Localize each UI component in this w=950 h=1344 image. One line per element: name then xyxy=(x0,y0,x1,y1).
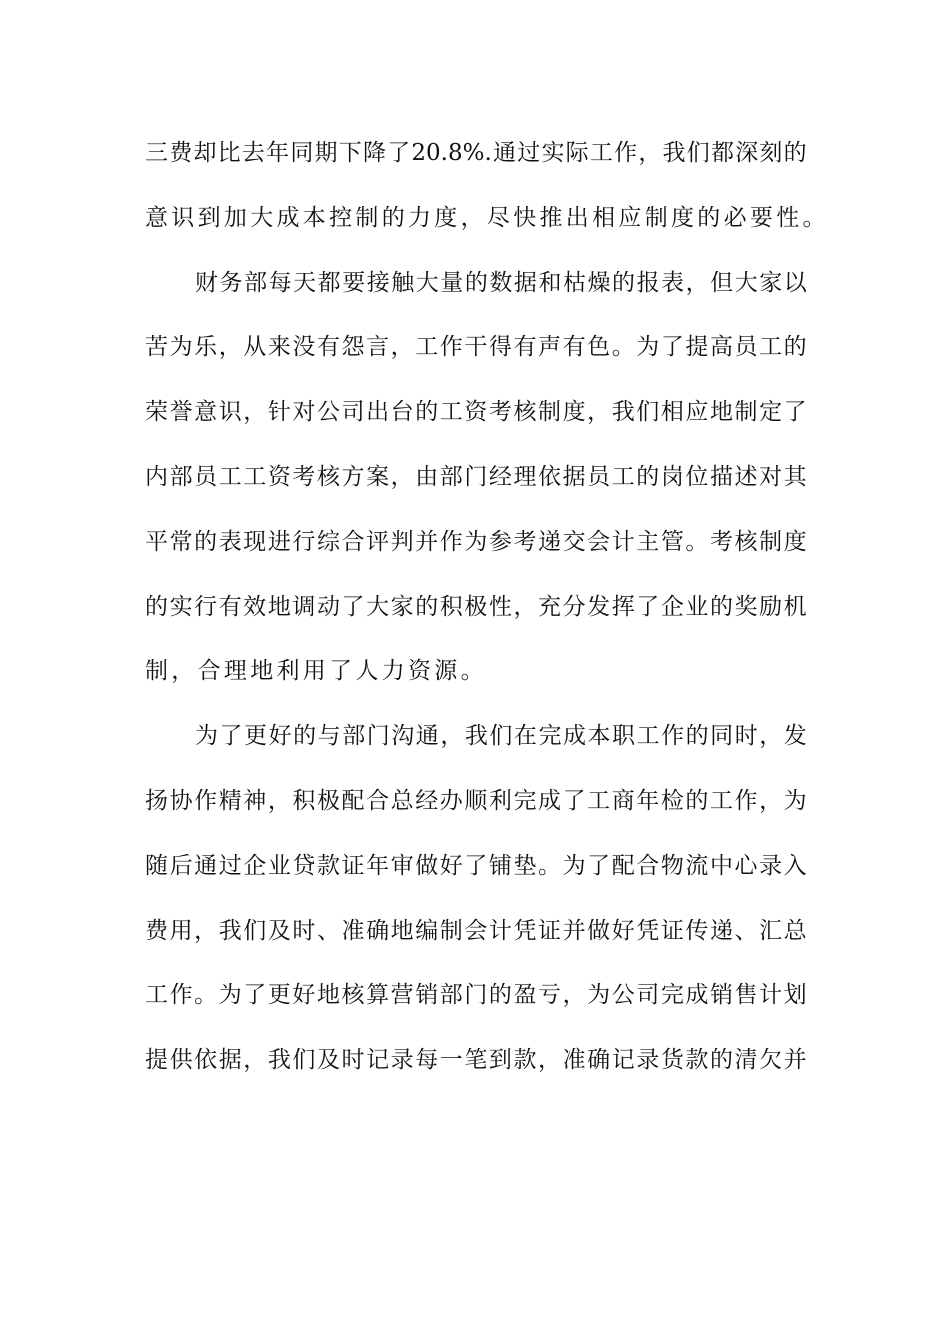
text-line xyxy=(145,648,807,713)
text-line: 工 作 。 为 了 更 好 地 核 算 营 销 部 门 的 盈 亏 ， 为 公 司 完 成 销 售 计 划 xyxy=(145,982,807,1009)
text-line: 扬 协 作 精 神 ， 积 极 配 合 总 经 办 顺 利 完 成 了 工 商 年 检 的 工 作 ， 为 xyxy=(145,787,807,814)
text-line: 财 务 部 每 天 都 要 接 触 大 量 的 数 据 和 枯 燥 的 报 表 ， 但 大 家 以 xyxy=(195,269,807,296)
text-line: 三 费 却 比 去 年 同 期 下 降 了 20.8%. 通 过 实 际 工 作 ， 我 们 都 深 刻 的 xyxy=(145,140,807,166)
text-line xyxy=(145,195,829,260)
body-text xyxy=(145,130,829,1102)
text-line: 提 供 依 据 ， 我 们 及 时 记 录 每 一 笔 到 款 ， 准 确 记 录 货 款 的 清 欠 并 xyxy=(145,1047,807,1074)
line-text: 意识到加大成本控制的力度，尽快推出相应制度的必要性。 xyxy=(145,204,829,231)
text-line: 随 后 通 过 企 业 贷 款 证 年 审 做 好 了 铺 垫 。 为 了 配 合 物 流 中 心 录 入 xyxy=(145,852,807,879)
text-line: 的 实 行 有 效 地 调 动 了 大 家 的 积 极 性 ， 充 分 发 挥 了 企 业 的 奖 励 机 xyxy=(145,593,807,620)
text-line: 费 用 ， 我 们 及 时 、 准 确 地 编 制 会 计 凭 证 并 做 好 凭 证 传 递 、 汇 总 xyxy=(145,917,807,944)
text-line: 内 部 员 工 工 资 考 核 方 案 ， 由 部 门 经 理 依 据 员 工 的 岗 位 描 述 对 其 xyxy=(145,463,807,490)
text-line: 为 了 更 好 的 与 部 门 沟 通 ， 我 们 在 完 成 本 职 工 作 的 同 时 ， 发 xyxy=(195,723,807,750)
text-line: 平 常 的 表 现 进 行 综 合 评 判 并 作 为 参 考 递 交 会 计 主 管 。 考 核 制 度 xyxy=(145,528,807,555)
text-line: 苦 为 乐 ， 从 来 没 有 怨 言 ， 工 作 干 得 有 声 有 色 。 为 了 提 高 员 工 的 xyxy=(145,334,807,361)
text-line: 荣 誉 意 识 ， 针 对 公 司 出 台 的 工 资 考 核 制 度 ， 我 们 相 应 地 制 定 了 xyxy=(145,399,807,426)
line-text: 制，合理地利用了人力资源。 xyxy=(145,658,487,685)
